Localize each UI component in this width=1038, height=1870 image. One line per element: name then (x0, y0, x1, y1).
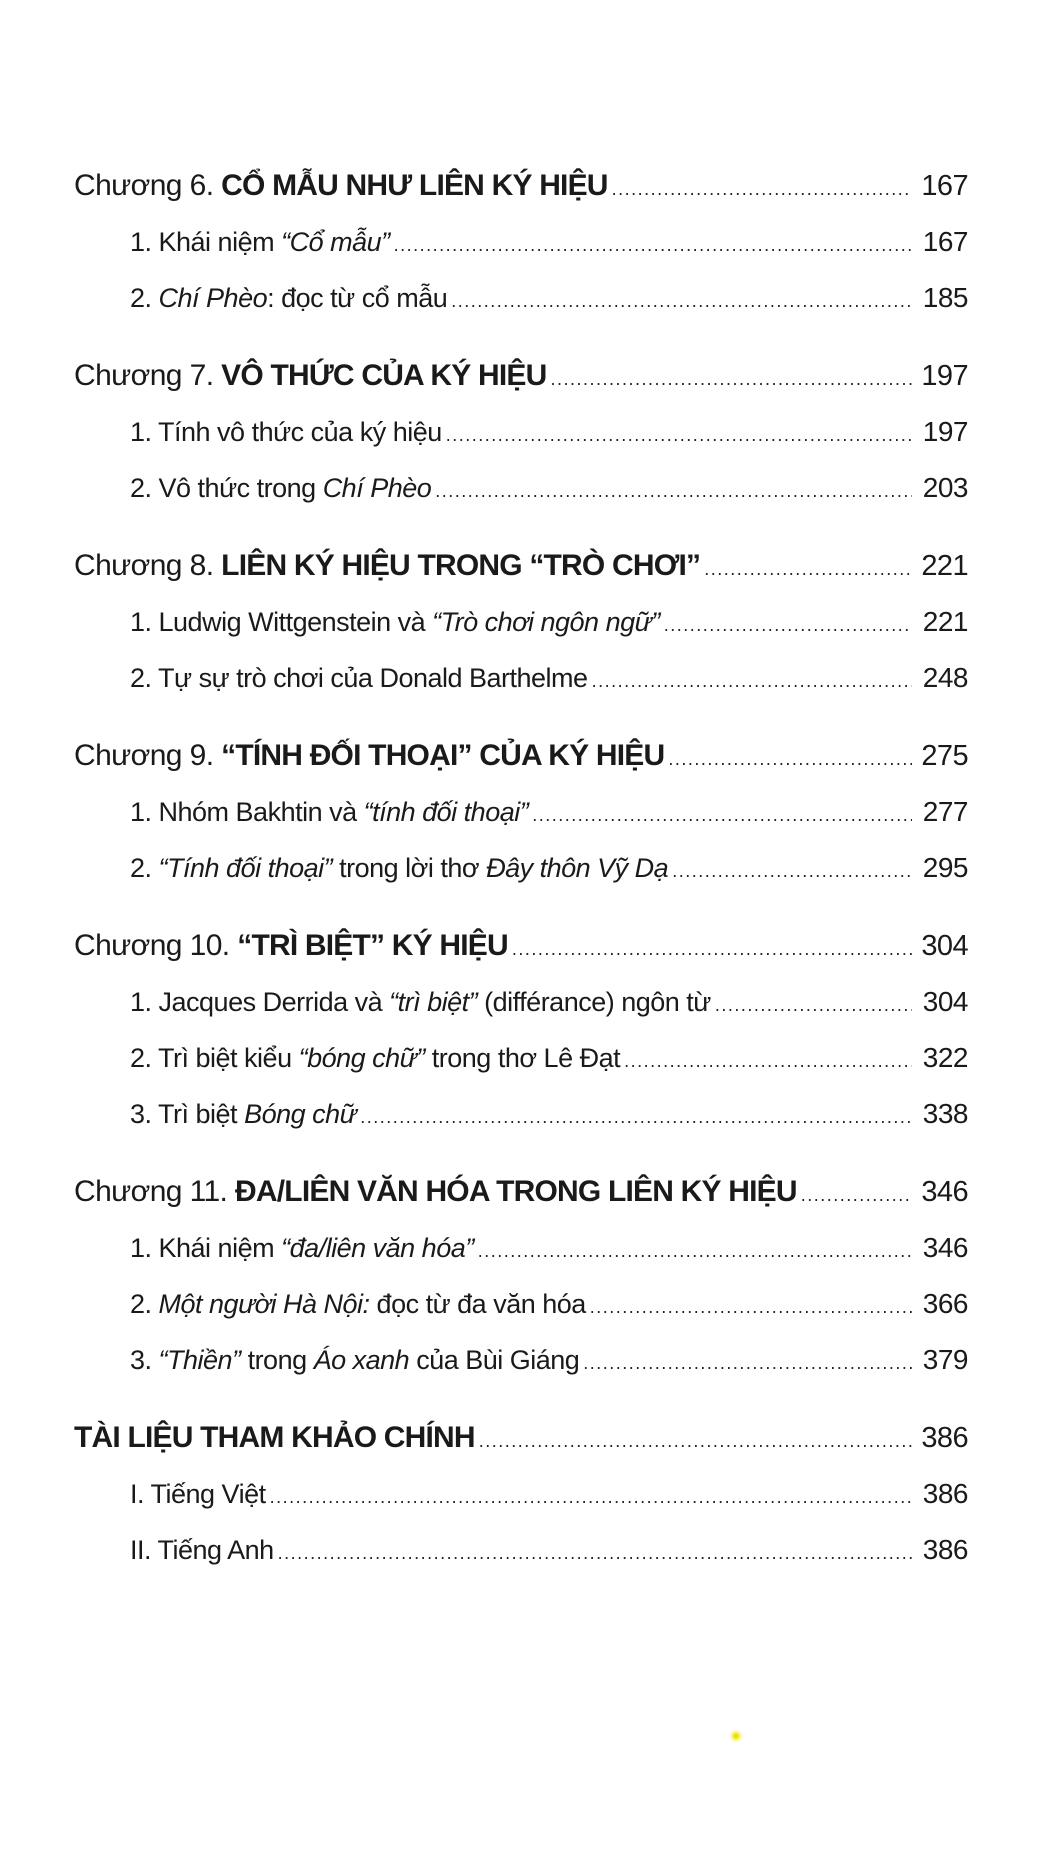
title-text: 1. Khái niệm (130, 1233, 282, 1263)
title-text: II. Tiếng Anh (130, 1535, 274, 1565)
toc-section-entry[interactable] (74, 1522, 968, 1578)
title-italic-text: “trì biệt” (389, 987, 478, 1017)
dot-leader (704, 541, 912, 597)
entry-title (130, 404, 442, 460)
title-text: Chương 8. (74, 549, 222, 582)
dot-leader (583, 1335, 912, 1391)
entry-title (74, 538, 700, 594)
entry-title (74, 1410, 475, 1466)
title-text: Chương 10. (74, 929, 238, 962)
title-text: 1. Jacques Derrida và (130, 987, 390, 1017)
dot-leader (446, 407, 912, 463)
title-text: Chương 11. (74, 1175, 236, 1208)
page-number: 386 (922, 1478, 968, 1509)
page-number: 221 (921, 550, 968, 582)
dot-leader (664, 597, 912, 653)
title-text: I. Tiếng Việt (130, 1479, 266, 1509)
toc-chapter-entry[interactable] (74, 1410, 968, 1466)
title-text: 2. Trì biệt kiểu (130, 1043, 299, 1073)
page-number: 366 (922, 1288, 968, 1319)
title-italic-text: “tính đối thoại” (363, 797, 529, 827)
title-italic-text: “Thiền” (158, 1345, 241, 1375)
page-number: 203 (922, 472, 968, 503)
title-text: 3. (130, 1345, 159, 1375)
toc-chapter-entry[interactable] (74, 918, 968, 974)
page-number: 386 (921, 1422, 968, 1454)
page-number: 386 (922, 1534, 968, 1565)
page-number: 167 (922, 226, 968, 257)
dot-leader (360, 1089, 912, 1145)
toc-section-entry[interactable] (74, 404, 968, 460)
entry-title (130, 214, 390, 270)
entry-title (130, 1220, 474, 1276)
entry-title (74, 348, 546, 404)
page-number: 248 (922, 662, 968, 693)
dot-leader (435, 463, 912, 519)
dot-leader (479, 1413, 912, 1469)
title-text: trong lời thơ (332, 853, 487, 883)
toc-section-entry[interactable] (74, 1276, 968, 1332)
title-italic-text: Chí Phèo (158, 283, 268, 313)
page-number: 185 (922, 282, 968, 313)
title-italic-text: Một người Hà Nội: (158, 1289, 370, 1319)
toc-chapter-entry[interactable] (74, 538, 968, 594)
title-text: trong (240, 1345, 314, 1375)
title-italic-text: Chí Phèo (322, 473, 432, 503)
title-text: trong thơ Lê Đạt (424, 1043, 621, 1073)
entry-title (130, 974, 711, 1030)
dot-leader (451, 273, 912, 329)
page-number: 197 (921, 360, 968, 392)
table-of-contents (74, 158, 968, 1578)
title-bold-text: “TÍNH ĐỐI THOẠI” CỦA KÝ HIỆU (221, 739, 665, 772)
toc-section-entry[interactable] (74, 650, 968, 706)
page-number: 338 (922, 1098, 968, 1129)
title-italic-text: “Tính đối thoại” (158, 853, 333, 883)
toc-section-entry[interactable] (74, 594, 968, 650)
dot-leader (278, 1525, 912, 1581)
title-text: 1. Ludwig Wittgenstein và (130, 607, 433, 637)
toc-chapter-entry[interactable] (74, 728, 968, 784)
entry-title (130, 1030, 620, 1086)
title-text: đọc từ đa văn hóa (369, 1289, 586, 1319)
entry-title (130, 840, 668, 896)
entry-title (130, 784, 528, 840)
title-italic-text: Đây thôn Vỹ Dạ (486, 853, 669, 883)
dot-leader (512, 921, 912, 977)
toc-section-entry[interactable] (74, 270, 968, 326)
entry-title (130, 1466, 266, 1522)
entry-title (74, 728, 664, 784)
dot-leader (532, 787, 912, 843)
title-bold-text: TÀI LIỆU THAM KHẢO CHÍNH (74, 1421, 475, 1454)
page-number: 275 (921, 740, 968, 772)
title-text: 3. Trì biệt (130, 1099, 245, 1129)
entry-title (130, 1086, 356, 1142)
title-text: 2. (130, 1289, 159, 1319)
toc-chapter-entry[interactable] (74, 1164, 968, 1220)
page-number: 322 (922, 1042, 968, 1073)
title-bold-text: CỔ MẪU NHƯ LIÊN KÝ HIỆU (221, 169, 608, 202)
page-number: 197 (922, 416, 968, 447)
title-text: 2. Tự sự trò chơi của Donald Barthelme (130, 663, 588, 693)
page-number: 295 (922, 852, 968, 883)
toc-section-entry[interactable] (74, 974, 968, 1030)
yellow-speck-mark (733, 1733, 739, 1739)
entry-title (130, 1276, 586, 1332)
entry-title (130, 270, 447, 326)
title-bold-text: “TRÌ BIỆT” KÝ HIỆU (237, 929, 508, 962)
toc-chapter-entry[interactable] (74, 158, 968, 214)
entry-title (130, 1522, 274, 1578)
page-number: 346 (921, 1176, 968, 1208)
title-italic-text: “Trò chơi ngôn ngữ” (432, 607, 660, 637)
toc-section-entry[interactable] (74, 1466, 968, 1522)
toc-chapter-entry[interactable] (74, 348, 968, 404)
title-italic-text: “đa/liên văn hóa” (281, 1233, 474, 1263)
title-text: 1. Nhóm Bakhtin và (130, 797, 364, 827)
title-text: Chương 7. (74, 359, 222, 392)
toc-section-entry[interactable] (74, 784, 968, 840)
dot-leader (624, 1033, 912, 1089)
title-bold-text: VÔ THỨC CỦA KÝ HIỆU (221, 359, 547, 392)
title-text: : đọc từ cổ mẫu (267, 283, 448, 313)
page-number: 304 (921, 930, 968, 962)
entry-title (74, 158, 608, 214)
toc-section-entry[interactable] (74, 460, 968, 516)
page-number: 346 (922, 1232, 968, 1263)
entry-title (130, 1332, 579, 1388)
title-italic-text: “bóng chữ” (298, 1043, 425, 1073)
entry-title (130, 594, 660, 650)
dot-leader (270, 1469, 912, 1525)
toc-section-entry[interactable] (74, 1086, 968, 1142)
page-number: 379 (922, 1344, 968, 1375)
title-text: 2. Vô thức trong (130, 473, 323, 503)
title-italic-text: “Cổ mẫu” (281, 227, 390, 257)
entry-title (130, 650, 588, 706)
title-text: 1. Khái niệm (130, 227, 282, 257)
title-text: 1. Tính vô thức của ký hiệu (130, 417, 442, 447)
toc-section-entry[interactable] (74, 214, 968, 270)
toc-section-entry[interactable] (74, 1332, 968, 1388)
entry-title (74, 1164, 797, 1220)
dot-leader (668, 731, 912, 787)
dot-leader (801, 1167, 912, 1223)
title-italic-text: Áo xanh (313, 1345, 410, 1375)
title-text: 2. (130, 853, 159, 883)
entry-title (130, 460, 431, 516)
dot-leader (715, 977, 912, 1033)
page-number: 221 (922, 606, 968, 637)
dot-leader (672, 843, 912, 899)
dot-leader (394, 217, 912, 273)
title-text: của Bùi Giáng (409, 1345, 580, 1375)
page-number: 167 (921, 170, 968, 202)
page-number: 277 (922, 796, 968, 827)
title-text: Chương 9. (74, 739, 222, 772)
entry-title (74, 918, 508, 974)
title-text: (différance) ngôn từ (477, 987, 711, 1017)
dot-leader (478, 1223, 912, 1279)
dot-leader (592, 653, 912, 709)
toc-section-entry[interactable] (74, 1030, 968, 1086)
toc-section-entry[interactable] (74, 840, 968, 896)
dot-leader (550, 351, 912, 407)
title-bold-text: ĐA/LIÊN VĂN HÓA TRONG LIÊN KÝ HIỆU (235, 1175, 797, 1208)
toc-section-entry[interactable] (74, 1220, 968, 1276)
title-italic-text: Bóng chữ (244, 1099, 357, 1129)
dot-leader (612, 161, 912, 217)
page-number: 304 (922, 986, 968, 1017)
title-bold-text: LIÊN KÝ HIỆU TRONG “TRÒ CHƠI” (221, 549, 701, 582)
title-text: 2. (130, 283, 159, 313)
dot-leader (590, 1279, 912, 1335)
title-text: Chương 6. (74, 169, 222, 202)
